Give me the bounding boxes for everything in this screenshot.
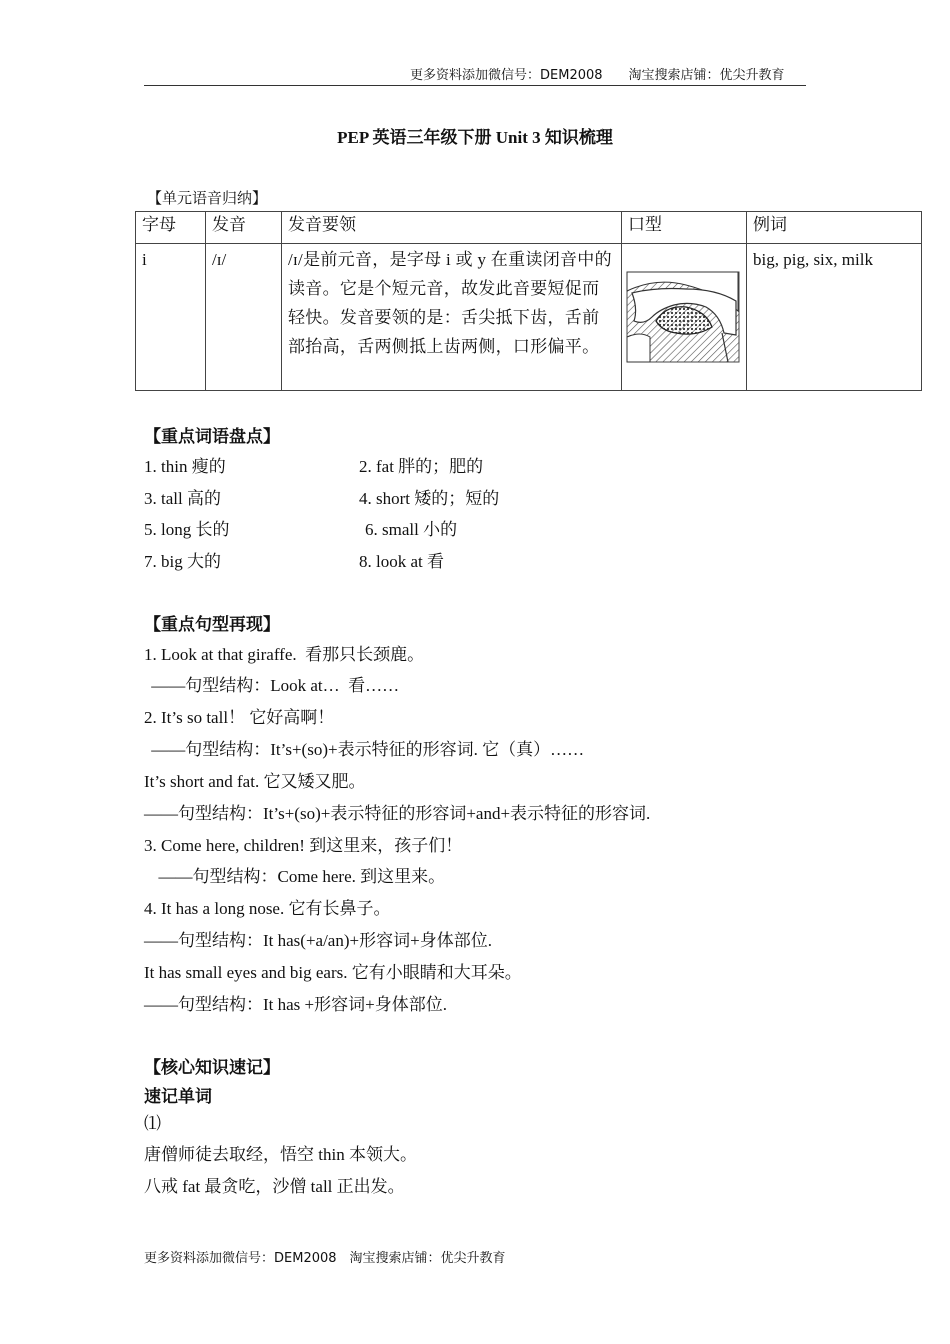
cell-sound: /ɪ/ bbox=[206, 244, 282, 391]
header-letter: 字母 bbox=[136, 212, 206, 244]
vocab-heading: 【重点词语盘点】 bbox=[144, 427, 280, 446]
header-mouth: 口型 bbox=[622, 212, 747, 244]
sentence-line: ——句型结构：Look at… 看…… bbox=[147, 676, 400, 695]
header-rule bbox=[144, 85, 806, 86]
table-row bbox=[136, 244, 922, 391]
vocab-item: 1. thin 瘦的 bbox=[144, 457, 226, 476]
cell-letter: i bbox=[136, 244, 206, 391]
core-subheading: 速记单词 bbox=[144, 1087, 212, 1106]
page-footer: 更多资料添加微信号：DEM2008 淘宝搜索店铺：优尖升教育 bbox=[144, 1251, 506, 1266]
vocab-item: 7. big 大的 bbox=[144, 552, 221, 571]
sentences-heading: 【重点句型再现】 bbox=[144, 615, 280, 634]
sentence-line: ——句型结构：It has(+a/an)+形容词+身体部位. bbox=[144, 931, 492, 950]
vocab-item: 3. tall 高的 bbox=[144, 489, 221, 508]
sentence-line: ——句型结构：It’s+(so)+表示特征的形容词+and+表示特征的形容词. bbox=[144, 804, 651, 823]
core-line: 唐僧师徒去取经，悟空 thin 本领大。 bbox=[144, 1145, 417, 1164]
vocab-item: 4. short 矮的；短的 bbox=[359, 489, 500, 508]
sentence-line: It’s short and fat. 它又矮又肥。 bbox=[144, 772, 366, 791]
sentence-line: 4. It has a long nose. 它有长鼻子。 bbox=[144, 899, 391, 918]
table-header-row bbox=[136, 212, 922, 244]
page-header: 更多资料添加微信号：DEM2008 淘宝搜索店铺：优尖升教育 bbox=[410, 68, 785, 83]
vocab-item: 8. look at 看 bbox=[359, 552, 444, 571]
core-number: ⑴ bbox=[144, 1114, 161, 1133]
sentence-line: ——句型结构：It’s+(so)+表示特征的形容词. 它（真）…… bbox=[147, 740, 585, 759]
vocab-item: 2. fat 胖的；肥的 bbox=[359, 457, 484, 476]
sentence-line: 3. Come here, children! 到这里来，孩子们！ bbox=[144, 836, 463, 855]
cell-examples: big, pig, six, milk bbox=[747, 244, 922, 391]
header-sound: 发音 bbox=[206, 212, 282, 244]
sentence-line: ——句型结构：Come here. 到这里来。 bbox=[150, 867, 446, 886]
sentence-line: ——句型结构：It has +形容词+身体部位. bbox=[144, 995, 447, 1014]
vocab-item: 6. small 小的 bbox=[365, 520, 458, 539]
vocab-item: 5. long 长的 bbox=[144, 520, 230, 539]
sentence-line: It has small eyes and big ears. 它有小眼睛和大耳朵。 bbox=[144, 963, 522, 982]
mouth-diagram-icon bbox=[626, 271, 740, 363]
header-examples: 例词 bbox=[747, 212, 922, 244]
cell-tips: /ɪ/是前元音，是字母 i 或 y 在重读闭音中的读音。它是个短元音，故发此音要短促而轻快。发音要领的是：舌尖抵下齿，舌前部抬高，舌两侧抵上齿两侧，口形偏平。 bbox=[282, 244, 622, 391]
core-line: 八戒 fat 最贪吃，沙僧 tall 正出发。 bbox=[144, 1177, 405, 1196]
header-tips: 发音要领 bbox=[282, 212, 622, 244]
sentence-line: 1. Look at that giraffe. 看那只长颈鹿。 bbox=[144, 645, 425, 664]
page-title: PEP 英语三年级下册 Unit 3 知识梳理 bbox=[337, 128, 613, 147]
cell-mouth bbox=[622, 244, 747, 391]
phonics-table bbox=[135, 211, 922, 391]
core-heading: 【核心知识速记】 bbox=[144, 1058, 280, 1077]
phonics-section-label: 【单元语音归纳】 bbox=[147, 191, 268, 207]
sentence-line: 2. It’s so tall！ 它好高啊！ bbox=[144, 708, 335, 727]
